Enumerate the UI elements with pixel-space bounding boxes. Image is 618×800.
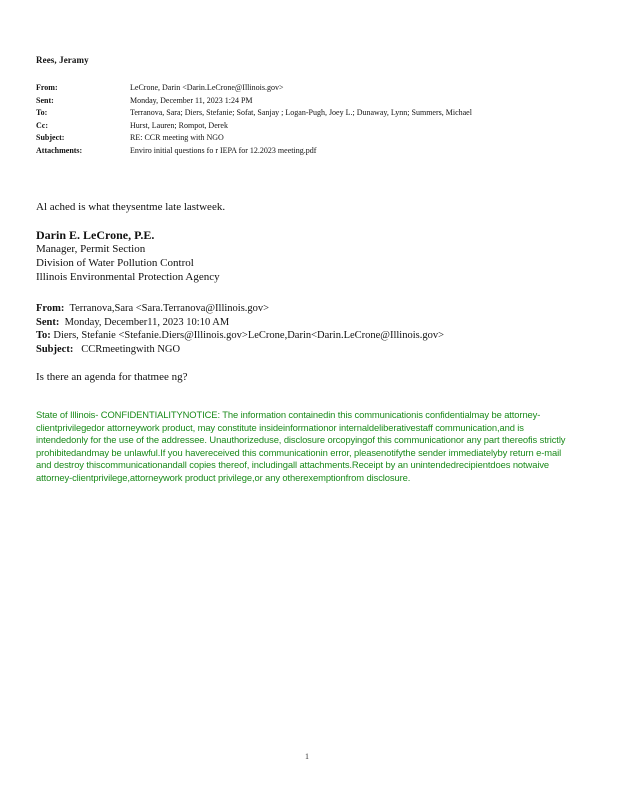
mailbox-owner-name: Rees, Jeramy xyxy=(36,55,89,65)
header-attachments-label: Attachments: xyxy=(36,145,83,155)
fwd-sent-row xyxy=(36,316,444,330)
header-sent-label: Sent: xyxy=(36,95,54,105)
signature-block xyxy=(36,228,220,284)
header-cc-label: Cc: xyxy=(36,120,48,130)
header-subject-label: Subject: xyxy=(36,133,65,142)
fwd-subject-value: CCRmeetingwith NGO xyxy=(81,343,181,355)
header-attachments-row xyxy=(36,145,596,158)
header-from-label: From: xyxy=(36,83,58,92)
signature-title: Manager, Permit Section xyxy=(36,243,146,255)
fwd-to-label: To: xyxy=(36,330,51,341)
fwd-sent-value: Monday, December11, 2023 10:10 AM xyxy=(64,316,230,328)
body-question: Is there an agenda for thatmee ng? xyxy=(36,371,188,383)
fwd-from-label: From: xyxy=(36,303,65,314)
header-subject-value: RE: CCR meeting with NGO xyxy=(130,133,224,142)
fwd-subject-row xyxy=(36,343,444,357)
forwarded-message-header xyxy=(36,302,444,356)
email-header xyxy=(36,82,596,157)
header-cc-row xyxy=(36,120,596,133)
fwd-from-value: Terranova,Sara <Sara.Terranova@Illinois.gov> xyxy=(69,303,270,314)
header-attachments-value[interactable]: Enviro initial questions fo r IEPA for 12.2023 meeting.pdf xyxy=(130,145,317,155)
signature-name: Darin E. LeCrone, P.E. xyxy=(36,228,155,242)
header-subject-row xyxy=(36,132,596,145)
header-sent-value: Monday, December 11, 2023 1:24 PM xyxy=(130,95,253,105)
confidentiality-notice: State of Illinois- CONFIDENTIALITYNOTICE: The information containedin this communicationis confidentialmay be attorney-clientprivilegedor attorneywork product, may constitute insideinformationor internaldeliberativestaff communication,and is intendedonly for the use of the addressee. Unauthorizeduse, disclosure orcopyingof this communicationor any part thereofis strictly prohibitedandmay be unlawful.If you havereceived this communicationin error, pleasenotifythe sender immediatelyby return e-mail and destroy thiscommunicationandall copies thereof, includingall attachments.Receipt by an unintendedrecipientdoes notwaive attorney-clientprivilege,attorneywork product privilege,or any otherexemptionfrom disclosure. xyxy=(36,409,566,483)
header-from-row xyxy=(36,82,596,95)
fwd-sent-label: Sent: xyxy=(36,316,60,328)
header-cc-value: Hurst, Lauren; Rompot, Derek xyxy=(130,120,228,130)
fwd-to-value: Diers, Stefanie <Stefanie.Diers@Illinois.gov>LeCrone,Darin<Darin.LeCrone@Illinois.gov> xyxy=(53,330,445,341)
body-attached-line: Al ached is what theysentme late lastweek. xyxy=(36,201,226,213)
page-number: 1 xyxy=(305,752,309,761)
signature-agency: Illinois Environmental Protection Agency xyxy=(36,271,220,283)
header-to-row xyxy=(36,107,596,120)
header-sent-row xyxy=(36,95,596,108)
fwd-to-row xyxy=(36,329,444,343)
signature-division: Division of Water Pollution Control xyxy=(36,257,194,269)
header-to-label: To: xyxy=(36,108,48,117)
header-from-value: LeCrone, Darin <Darin.LeCrone@Illinois.gov> xyxy=(130,83,284,92)
header-to-value: Terranova, Sara; Diers, Stefanie; Sofat, Sanjay ; Logan-Pugh, Joey L.; Dunaway, Lynn; Summers, Michael xyxy=(130,108,472,117)
fwd-from-row xyxy=(36,302,444,316)
fwd-subject-label: Subject: xyxy=(36,343,74,355)
